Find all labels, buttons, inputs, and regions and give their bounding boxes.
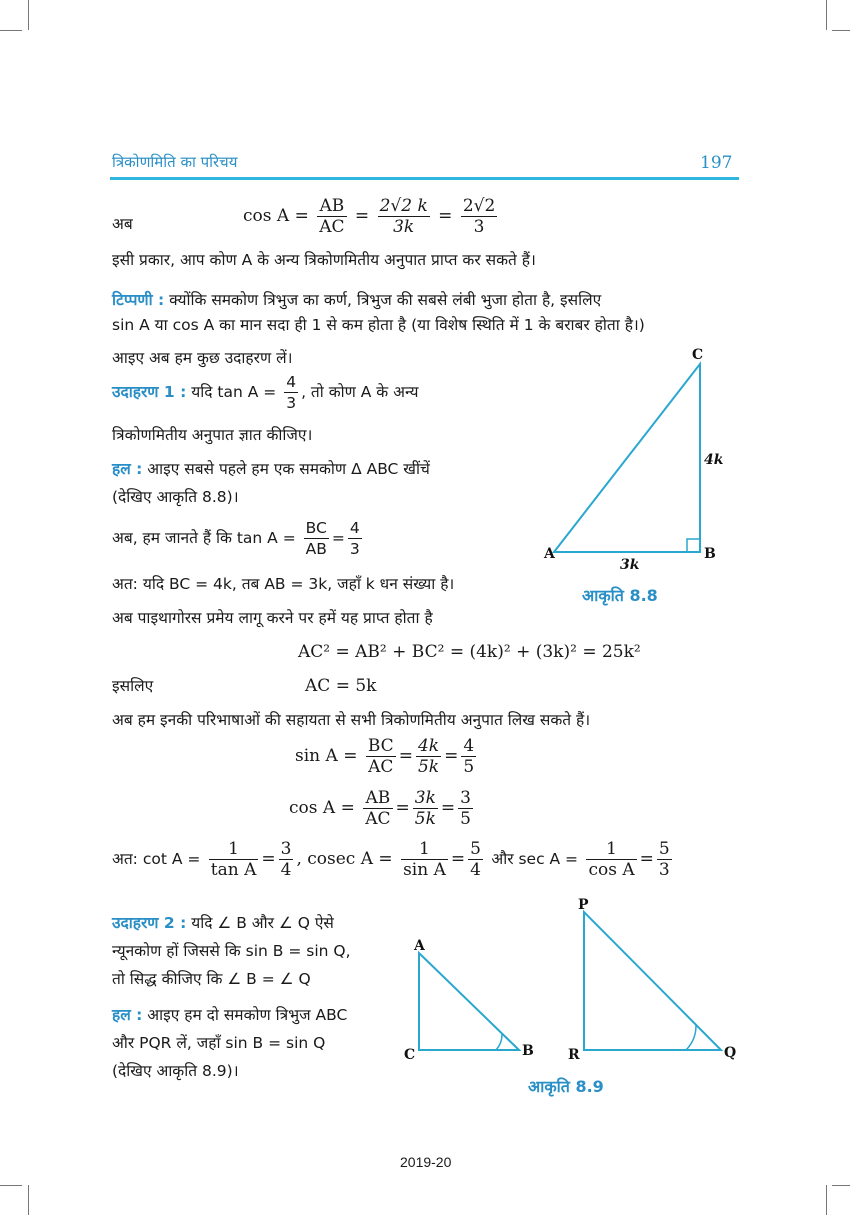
numerator: 5: [658, 839, 670, 859]
solution-label: हल :: [112, 1006, 143, 1024]
denominator: 3: [658, 860, 670, 880]
ac-squared-equation: AC² = AB² + BC² = (4k)² + (3k)² = 25k²: [298, 642, 641, 662]
note-line-1: [112, 289, 601, 311]
side-label-ab: 3k: [620, 557, 640, 573]
note-label: टिप्पणी :: [112, 291, 165, 309]
numerator: AB: [363, 788, 392, 809]
example-1-question-2: त्रिकोणमितीय अनुपात ज्ञात कीजिए।: [112, 426, 313, 444]
numerator: 4: [349, 519, 360, 537]
figure-8-9-caption: आकृति 8.9: [528, 1077, 604, 1096]
crop-mark: [28, 0, 29, 30]
tan-equation: अब, हम जानते हैं कि tan A = $\frac{BC}{AB}$ = $\frac{4}{3}$: [112, 519, 360, 558]
note-line-2: sin A या cos A का मान सदा ही 1 से कम होता है (या विशेष स्थिति में 1 के बराबर होता है।): [112, 316, 645, 334]
intro-line: आइए अब हम कुछ उदाहरण लें।: [112, 349, 293, 367]
vertex-label-p: P: [578, 897, 589, 913]
fraction: [416, 736, 441, 777]
crop-mark: [826, 0, 827, 30]
numerator: 4: [286, 373, 297, 391]
equation-lhs: cos A =: [289, 798, 355, 818]
pythagoras-line: अब पाइथागोरस प्रमेय लागू करने पर हमें यह प्राप्त होता है: [112, 609, 433, 627]
let-line: अत: यदि BC = 4k, तब AB = 3k, जहाँ k धन संख्या है।: [112, 575, 455, 593]
solution-label: हल :: [112, 460, 143, 478]
numerator: AB: [317, 196, 346, 217]
numerator: 2√2 k: [379, 196, 428, 216]
example-label: उदाहरण 2 :: [112, 914, 187, 932]
reciprocal-ratios: अत: cot A = $\frac{1}{\text{tan A}}$ = $\frac{3}{4}$ , cosec A = $\frac{1}{\text{sin A}}$ = $\frac{5}{4}$ और sec A = $\frac{1}{\text{cos A}}$ = $\frac{5}{3}$: [112, 839, 670, 880]
denominator: 5: [460, 809, 471, 829]
footer-year: 2019-20: [400, 1154, 452, 1170]
equals-sign: =: [438, 206, 453, 226]
example-2-solution-2: और PQR लें, जहाँ sin B = sin Q: [112, 1034, 326, 1052]
equals-sign: =: [354, 206, 370, 226]
line-lead: अब: [112, 215, 133, 233]
numerator: 5: [470, 839, 481, 859]
crop-mark: [832, 1185, 850, 1186]
vertex-label-a: A: [544, 546, 555, 562]
vertex-label-r: R: [568, 1047, 580, 1063]
example-2-solution-1: [112, 1004, 347, 1026]
fraction: [317, 196, 346, 237]
page-number: 197: [700, 153, 733, 173]
denominator: 3k: [393, 217, 415, 237]
fraction: [461, 736, 476, 777]
numerator: 4k: [417, 736, 440, 756]
numerator: 3: [280, 839, 292, 859]
fraction: [304, 518, 329, 559]
solution-line-1: [112, 458, 430, 480]
fraction: [458, 788, 473, 829]
denominator: 4: [470, 860, 481, 880]
vertex-label-c: C: [404, 1047, 416, 1063]
separator-text: और sec A =: [491, 850, 579, 868]
denominator: cos A: [588, 860, 635, 880]
question-text: यदि ∠ B और ∠ Q ऐसे: [191, 914, 334, 932]
ac-equation: AC = 5k: [305, 676, 377, 696]
numerator: 3: [460, 788, 471, 808]
crop-mark: [0, 1185, 22, 1186]
solution-line-2: (देखिए आकृति 8.8)।: [112, 488, 239, 506]
denominator: 5k: [414, 809, 436, 829]
numerator: 3k: [414, 788, 436, 808]
example-2-solution-3: (देखिए आकृति 8.9)।: [112, 1062, 239, 1080]
question-text: , तो कोण A के अन्य: [301, 383, 419, 401]
crop-mark: [832, 30, 850, 31]
numerator: 1: [209, 839, 259, 860]
numerator: BC: [367, 736, 394, 756]
denominator: AC: [368, 757, 394, 777]
crop-mark: [826, 1185, 827, 1215]
vertex-label-b: B: [704, 546, 716, 562]
running-header-title: त्रिकोणमिति का परिचय: [112, 153, 238, 171]
vertex-label-c: C: [692, 347, 704, 363]
fraction: [363, 788, 392, 829]
solution-text: आइए हम दो समकोण त्रिभुज ABC: [147, 1006, 348, 1024]
numerator: 1: [586, 839, 636, 860]
fraction: [378, 196, 430, 237]
crop-mark: [0, 30, 22, 31]
numerator: 2√2: [462, 196, 496, 216]
denominator: AB: [305, 540, 327, 558]
paragraph-line: इसी प्रकार, आप कोण A के अन्य त्रिकोणमितीय अनुपात प्राप्त कर सकते हैं।: [112, 251, 536, 269]
vertex-label-q: Q: [724, 1045, 737, 1061]
denominator: AC: [319, 217, 345, 237]
header-rule: [110, 177, 739, 180]
fraction: [413, 788, 438, 829]
equation-lhs: sin A =: [295, 746, 358, 766]
fraction: [209, 839, 259, 880]
fraction: [348, 518, 362, 559]
fraction: [461, 196, 497, 237]
denominator: 3: [349, 540, 360, 558]
fraction: [366, 736, 396, 777]
denominator: 3: [473, 217, 485, 237]
cos-equation: [243, 196, 500, 237]
equation-lhs: cos A =: [243, 206, 309, 226]
cos-equation-2: cos A = $\frac{AB}{AC}$ = $\frac{3k}{5k}$ = $\frac{3}{5}$: [289, 788, 471, 829]
now-line: अब हम इनकी परिभाषाओं की सहायता से सभी त्रिकोणमितीय अनुपात लिख सकते हैं।: [112, 711, 591, 729]
denominator: AC: [365, 809, 391, 829]
figure-8-9-triangles: [400, 895, 745, 1070]
question-text: यदि tan A =: [191, 383, 277, 401]
fraction: [657, 839, 672, 880]
denominator: 5: [463, 757, 475, 777]
example-2-question-2: न्यूनकोण हों जिससे कि sin B = sin Q,: [112, 942, 351, 960]
fraction: [279, 839, 294, 880]
numerator: 4: [463, 736, 475, 756]
sin-equation: sin A = $\frac{BC}{AC}$ = $\frac{4k}{5k}$ = $\frac{4}{5}$: [295, 736, 475, 777]
fraction: [586, 839, 636, 880]
note-text: क्योंकि समकोण त्रिभुज का कर्ण, त्रिभुज की सबसे लंबी भुजा होता है, इसलिए: [169, 291, 602, 309]
denominator: 3: [286, 394, 297, 412]
example-2-question-3: तो सिद्ध कीजिए कि ∠ B = ∠ Q: [112, 970, 311, 988]
separator-text: , cosec A =: [296, 849, 393, 869]
figure-8-8-caption: आकृति 8.8: [582, 586, 658, 605]
denominator: sin A: [403, 860, 446, 880]
example-1-question: [112, 372, 419, 413]
denominator: 4: [280, 860, 292, 880]
fraction: [401, 839, 448, 880]
example-label: उदाहरण 1 :: [112, 383, 187, 401]
side-label-bc: 4k: [704, 452, 724, 468]
numerator: BC: [304, 518, 329, 539]
denominator: tan A: [210, 860, 257, 880]
vertex-label-a: A: [414, 938, 425, 954]
equation-lead: अब, हम जानते हैं कि tan A =: [112, 529, 296, 547]
fraction: [468, 839, 483, 880]
figure-8-8-triangle: [530, 340, 740, 580]
crop-mark: [28, 1185, 29, 1215]
fraction: [284, 372, 298, 413]
vertex-label-b: B: [522, 1043, 534, 1059]
denominator: 5k: [417, 757, 440, 777]
numerator: 1: [401, 839, 448, 860]
hence-label: इसलिए: [112, 677, 154, 695]
equation-lead: अत: cot A =: [112, 850, 201, 868]
solution-text: आइए सबसे पहले हम एक समकोण Δ ABC खींचें: [147, 460, 430, 478]
example-2-question-1: [112, 912, 334, 934]
